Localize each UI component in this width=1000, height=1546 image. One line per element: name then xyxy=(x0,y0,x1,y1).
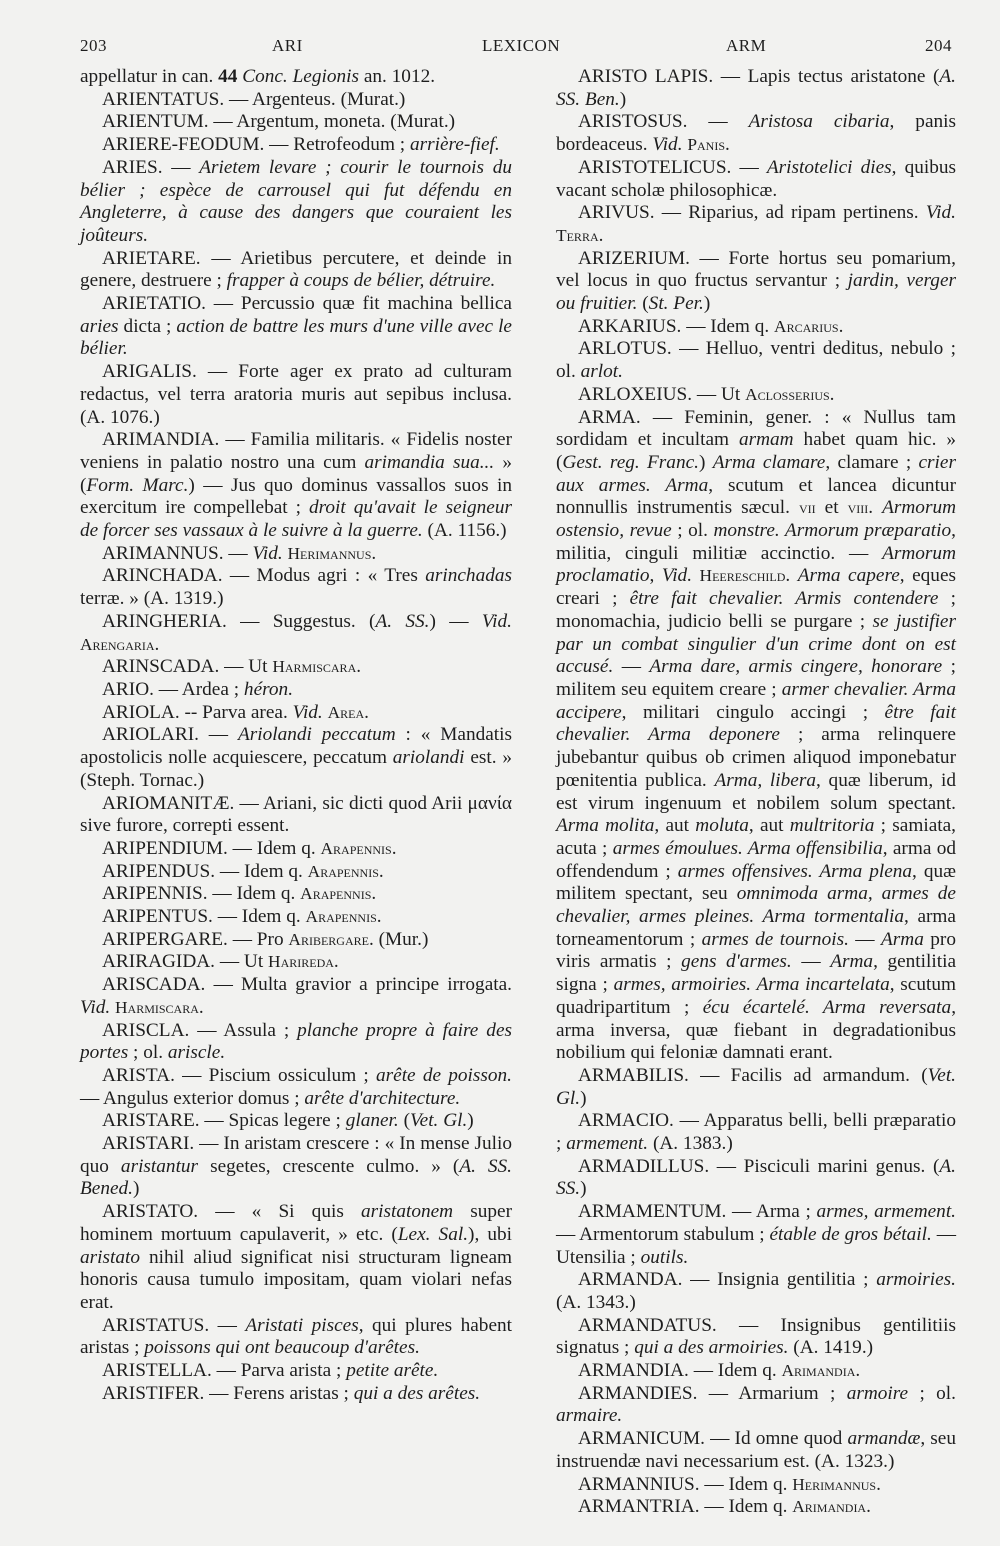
dictionary-entry: ARIOLA. -- Parva area. Vid. Area. xyxy=(102,701,369,723)
dictionary-entry: appellatur in can. 44 Conc. Legionis an. 1012. xyxy=(80,66,436,87)
dictionary-entry: ARISTOTELICUS. — Aristotelici dies, quibus vacant scholæ philosophicæ. xyxy=(556,156,956,201)
dictionary-entry: ARISCADA. — Multa gravior a principe irrogata. Vid. Harmiscara. xyxy=(80,974,512,1018)
dictionary-entry: ARIMANNUS. — Vid. Herimannus. xyxy=(102,542,377,564)
running-title: LEXICON xyxy=(482,36,561,55)
dictionary-entry: ARINGHERIA. — Suggestus. (A. SS.) — Vid. Arengaria. xyxy=(80,610,512,655)
dictionary-entry: ARIES. — Arietem levare ; courir le tournois du bélier ; espèce de carrousel qui fut défendu en Angleterre, à cause des dangers que couraient les joûteurs. xyxy=(80,156,512,246)
dictionary-entry: ARMANICUM. — Id omne quod armandæ, seu instruendæ navi necessarium est. (A. 1323.) xyxy=(556,1428,957,1472)
dictionary-entry: ARISTATUS. — Aristati pisces, qui plures habent aristas ; poissons qui ont beaucoup d'arêtes. xyxy=(80,1314,513,1359)
dictionary-entry: ARIPENDIUM. — Idem q. Arapennis. xyxy=(102,837,397,859)
dictionary-entry: ARINCHADA. — Modus agri : « Tres arinchadas terræ. » (A. 1319.) xyxy=(80,565,512,610)
right-guide-word: ARM xyxy=(726,36,767,55)
dictionary-entry: ARMANTRIA. — Idem q. Arimandia. xyxy=(578,1496,871,1518)
dictionary-entry: ARIPERGARE. — Pro Aribergare. (Mur.) xyxy=(102,928,429,950)
dictionary-entry: ARINSCADA. — Ut Harmiscara. xyxy=(102,656,362,678)
dictionary-entry: ARIRAGIDA. — Ut Harireda. xyxy=(102,951,339,973)
dictionary-entry: ARMADILLUS. — Pisciculi marini genus. (A. SS.) xyxy=(556,1155,956,1200)
left-page-number: 203 xyxy=(80,36,107,55)
dictionary-entry: ARISTELLA. — Parva arista ; petite arête. xyxy=(102,1360,439,1382)
dictionary-entry: ARLOTUS. — Helluo, ventri deditus, nebulo ; ol. arlot. xyxy=(556,338,956,383)
dictionary-entry: ARIENTATUS. — Argenteus. (Murat.) xyxy=(102,88,406,110)
dictionary-entry: ARMABILIS. — Facilis ad armandum. (Vet. Gl.) xyxy=(556,1064,956,1109)
dictionary-entry: ARMANNIUS. — Idem q. Herimannus. xyxy=(578,1473,881,1495)
dictionary-entry: ARISTATO. — « Si quis aristatonem super hominem mortuum capulaverit, » etc. (Lex. Sal.), ubi aristato nihil aliud significat nisi structuram ligneam honoris causa tumulo impositam, quam violari nefas erat. xyxy=(80,1201,513,1313)
dictionary-entry: ARISCLA. — Assula ; planche propre à faire des portes ; ol. ariscle. xyxy=(80,1019,513,1064)
dictionary-entry: ARIETARE. — Arietibus percutere, et deinde in genere, destruere ; frapper à coups de bélier, détruire. xyxy=(80,247,512,292)
dictionary-entry: ARIERE-FEODUM. — Retrofeodum ; arrière-fief. xyxy=(102,134,500,156)
dictionary-entry: ARIOLARI. — Ariolandi peccatum : « Mandatis apostolicis nolle acquiescere, peccatum ariolandi est. » (Steph. Tornac.) xyxy=(80,724,513,791)
dictionary-entry: ARISTARI. — In aristam crescere : « In mense Julio quo aristantur segetes, crescente culmo. » (A. SS. Bened.) xyxy=(80,1133,512,1200)
dictionary-entry: ARISTA. — Piscium ossiculum ; arête de poisson. — Angulus exterior domus ; arête d'architecture. xyxy=(80,1064,513,1109)
right-page-number: 204 xyxy=(925,36,952,55)
dictionary-entry: ARIENTUM. — Argentum, moneta. (Murat.) xyxy=(102,111,456,133)
dictionary-entry: ARIO. — Ardea ; héron. xyxy=(102,678,294,700)
dictionary-entry: ARMANDA. — Insignia gentilitia ; armoiries. (A. 1343.) xyxy=(556,1269,956,1313)
right-column xyxy=(556,66,956,1519)
dictionary-entry: ARIMANDIA. — Familia militaris. « Fidelis noster veniens in palatio nostro una cum arimandia sua... » (Form. Marc.) — Jus quo dominus vassallos suos in exercitum ire compellebat ; droit qu'avait le seigneur de forcer ses vassaux à le suivre à la guerre. (A. 1156.) xyxy=(80,429,512,542)
dictionary-entry: ARIZERIUM. — Forte hortus seu pomarium, vel locus in quo fructus servantur ; jardin, verger ou fruitier. (St. Per.) xyxy=(556,247,956,315)
dictionary-entry: ARKARIUS. — Idem q. Arcarius. xyxy=(578,315,844,337)
left-column xyxy=(80,66,512,1405)
dictionary-entry: ARIOMANITÆ. — Ariani, sic dicti quod Arii μανία sive furore, correpti essent. xyxy=(80,792,512,837)
dictionary-entry: ARIPENNIS. — Idem q. Arapennis. xyxy=(102,883,377,905)
dictionary-entry: ARIETATIO. — Percussio quæ fit machina bellica aries dicta ; action de battre les murs d'une ville avec le bélier. xyxy=(80,293,512,360)
dictionary-entry: ARMANDATUS. — Insignibus gentilitiis signatus ; qui a des armoiries. (A. 1419.) xyxy=(556,1314,956,1359)
dictionary-entry: ARISTOSUS. — Aristosa cibaria, panis bordeaceus. Vid. Panis. xyxy=(556,111,956,156)
dictionary-entry: ARMANDIES. — Armarium ; armoire ; ol. armaire. xyxy=(556,1382,956,1427)
dictionary-entry: ARIPENTUS. — Idem q. Arapennis. xyxy=(102,906,382,928)
dictionary-entry: ARISTIFER. — Ferens aristas ; qui a des arêtes. xyxy=(102,1382,481,1404)
dictionary-entry: ARIVUS. — Riparius, ad ripam pertinens. Vid. Terra. xyxy=(556,202,956,246)
dictionary-entry: ARMAMENTUM. — Arma ; armes, armement. — Armentorum stabulum ; étable de gros bétail. — Utensilia ; outils. xyxy=(556,1201,957,1268)
dictionary-entry: ARMACIO. — Apparatus belli, belli præparatio ; armement. (A. 1383.) xyxy=(556,1110,956,1155)
dictionary-entry: ARIPENDUS. — Idem q. Arapennis. xyxy=(102,860,384,882)
dictionary-entry: ARISTARE. — Spicas legere ; glaner. (Vet. Gl.) xyxy=(102,1110,474,1132)
dictionary-entry: ARLOXEIUS. — Ut Aclosserius. xyxy=(578,383,835,405)
left-guide-word: ARI xyxy=(272,36,303,55)
dictionary-entry: ARISTO LAPIS. — Lapis tectus aristatone (A. SS. Ben.) xyxy=(556,66,956,110)
dictionary-entry: ARMA. — Feminin, gener. : « Nullus tam sordidam et incultam armam habet quam hic. » (Gest. reg. Franc.) Arma clamare, clamare ; crier aux armes. Arma, scutum et lancea dicuntur nonnullis instrumentis sæcul. vii et viii. Armorum ostensio, revue ; ol. monstre. Armorum præparatio, militia, cinguli militiæ accinctio. — Armorum proclamatio, Vid. Heereschild. Arma capere, eques creari ; être fait chevalier. Armis contendere ; monomachia, judicio belli se purgare ; se justifier par un combat singulier d'un crime dont on est accusé. — Arma dare, armis cingere, honorare ; militem seu equitem creare ; armer chevalier. Arma accipere, militari cingulo accingi ; être fait chevalier. Arma deponere ; arma relinquere jubebantur quibus ob crimen aliquod imponebatur pœnitentia publica. Arma, libera, quæ liberum, id est virum ingenuum et nobilem solum spectant. Arma molita, aut moluta, aut multritoria ; samiata, acuta ; armes émoulues. Arma offensibilia, arma od offendendum ; armes offensives. Arma plena, quæ militem spectant, seu omnimoda arma, armes de chevalier, armes pleines. Arma tormentalia, arma torneamentorum ; armes de tournois. — Arma pro viris armatis ; gens d'armes. — Arma, gentilitia signa ; armes, armoiries. Arma incartelata, scutum quadripartitum ; écu écartelé. Arma reversata, arma inversa, quæ fiebant in degradationibus nobilium qui feloniæ damnati erant. xyxy=(556,406,957,1064)
dictionary-entry: ARIGALIS. — Forte ager ex prato ad culturam redactus, vel terra aratoria muris aut sepibus inclusa. (A. 1076.) xyxy=(80,361,512,428)
page-header xyxy=(80,36,952,66)
dictionary-entry: ARMANDIA. — Idem q. Arimandia. xyxy=(578,1360,861,1382)
